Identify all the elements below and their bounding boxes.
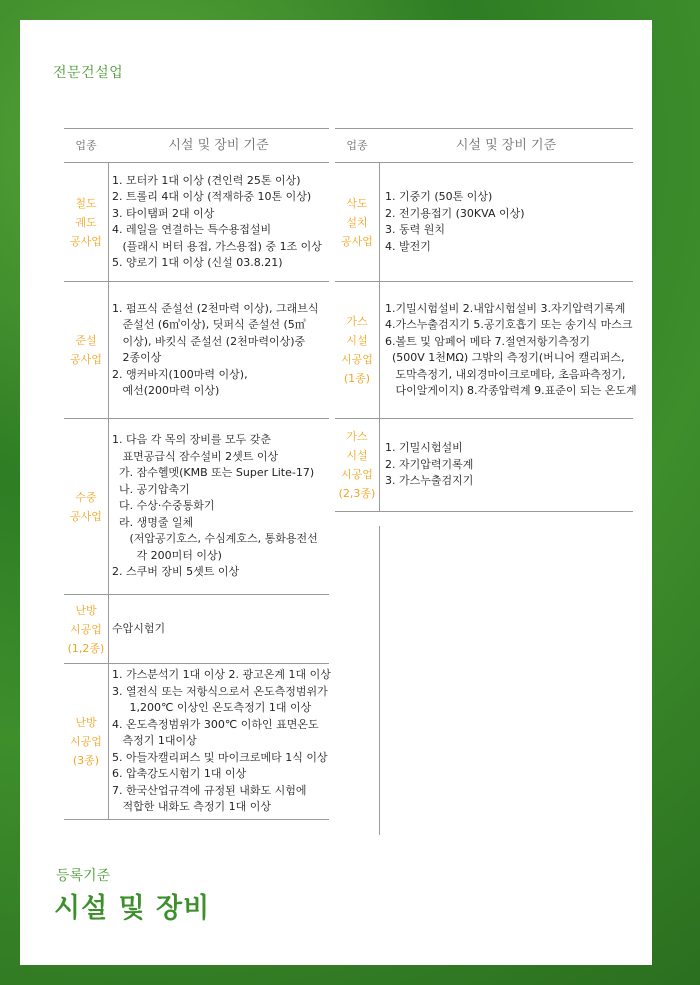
standard-line: 2. 트롤리 4대 이상 (적재하중 10톤 이상) bbox=[112, 190, 312, 203]
standard-line: 1. 기중기 (50톤 이상) bbox=[385, 190, 493, 203]
equipment-standard-cell bbox=[108, 282, 329, 418]
page-title: 시설 및 장비 bbox=[54, 893, 211, 924]
standard-line: 6.볼트 및 암페어 메타 7.절연저항기측정기 bbox=[385, 334, 590, 348]
standard-line: 1. 기밀시험설비 bbox=[385, 441, 463, 455]
equipment-standard-cell bbox=[379, 419, 633, 511]
standard-line: 5. 양로기 1대 이상 (신설 03.8.21) bbox=[112, 256, 283, 269]
standard-line: 3. 열전식 또는 저항식으로서 온도측정범위가 bbox=[112, 684, 328, 698]
standard-line: 라. 생명줄 일체 bbox=[112, 515, 194, 529]
standard-line: 적합한 내화도 측정기 1대 이상 bbox=[112, 800, 271, 814]
equipment-standard-cell bbox=[379, 282, 637, 418]
table-header-right bbox=[335, 128, 633, 163]
table-row bbox=[64, 595, 329, 664]
table-row bbox=[64, 163, 329, 282]
table-row bbox=[64, 664, 329, 820]
standard-line: 2. 앵커바지(100마력 이상), bbox=[112, 367, 248, 381]
standard-line: 6. 압축강도시험기 1대 이상 bbox=[112, 767, 247, 781]
industry-type-label: 준설 공사업 bbox=[70, 334, 102, 366]
section-label-bottom: 등록기준 bbox=[56, 868, 111, 884]
section-label-top: 전문건설업 bbox=[53, 65, 124, 81]
standard-line: (저압공기호스, 수심계호스, 통화용전선 bbox=[112, 532, 318, 546]
table-row bbox=[64, 419, 329, 595]
standard-line: 나. 공기압축기 bbox=[112, 482, 190, 496]
standard-line: 5. 아들자캘리퍼스 및 마이크로메타 1식 이상 bbox=[112, 750, 328, 764]
standard-line: 표면공급식 잠수설비 2셋트 이상 bbox=[112, 449, 279, 463]
standard-line: 다이알게이지) 8.각종압력계 9.표준이 되는 온도계 bbox=[385, 384, 637, 397]
table-header-left bbox=[64, 128, 329, 163]
industry-type-label: 가스 시설 시공업 (1종) bbox=[341, 315, 373, 385]
table-left-column bbox=[64, 128, 329, 820]
standard-line: 2. 스쿠버 장비 5셋트 이상 bbox=[112, 565, 240, 579]
header-standard: 시설 및 장비 기준 bbox=[455, 138, 557, 153]
standard-line: 3. 타이탬퍼 2대 이상 bbox=[112, 206, 215, 220]
standard-line: 1. 펌프식 준설선 (2천마력 이상), 그래브식 bbox=[112, 301, 319, 315]
standard-line: 이상), 바킷식 준설선 (2천마력이상)중 bbox=[112, 334, 306, 348]
table-row bbox=[64, 282, 329, 419]
standard-line: (500V 1천MΩ) 그밖의 측정기(버니어 캘리퍼스, bbox=[385, 351, 625, 364]
equipment-standard-cell bbox=[108, 419, 329, 594]
standard-line: (플래시 버터 용접, 가스용접) 중 1조 이상 bbox=[112, 239, 322, 253]
standard-line: 각 200미터 이상) bbox=[112, 548, 222, 562]
page bbox=[20, 20, 652, 965]
equipment-standard-cell bbox=[108, 664, 329, 819]
standard-line: 준설선 (6㎥이상), 딧퍼식 준설선 (5㎥ bbox=[112, 318, 306, 331]
standard-line: 다. 수상·수중통화기 bbox=[112, 499, 215, 513]
standard-line: 예선(200마력 이상) bbox=[112, 384, 220, 397]
standard-line: 1. 다음 각 목의 장비를 모두 갖춘 bbox=[112, 433, 271, 447]
standard-line: 1. 모터카 1대 이상 (견인력 25톤 이상) bbox=[112, 173, 301, 187]
industry-type-label: 난방 시공업 (3종) bbox=[70, 716, 102, 767]
standard-line: 4. 레일을 연결하는 특수용접설비 bbox=[112, 223, 272, 236]
industry-type-label: 철도 궤도 공사업 bbox=[70, 196, 102, 248]
industry-type-label: 난방 시공업 (1,2종) bbox=[67, 603, 105, 655]
industry-type-label: 가스 시설 시공업 (2,3종) bbox=[338, 430, 376, 500]
standard-line: 2종이상 bbox=[112, 351, 162, 364]
standard-line: 3. 가스누출검지기 bbox=[385, 474, 474, 488]
standard-line: 수압시험기 bbox=[112, 621, 166, 635]
column-divider-extension bbox=[379, 526, 380, 835]
header-type: 업종 bbox=[346, 139, 368, 152]
standard-line: 1.기밀시험설비 2.내압시험설비 3.자기압력기록계 bbox=[385, 301, 626, 315]
equipment-standard-cell bbox=[108, 595, 329, 663]
table-right-column bbox=[335, 128, 637, 512]
table-row bbox=[335, 282, 637, 419]
standard-line: 1. 가스분석기 1대 이상 2. 광고온계 1대 이상 bbox=[112, 668, 331, 682]
standard-line: 3. 동력 원치 bbox=[385, 223, 445, 236]
standard-line: 7. 한국산업규격에 규정된 내화도 시험에 bbox=[112, 783, 307, 797]
equipment-standard-cell bbox=[379, 163, 633, 281]
industry-type-label: 수중 공사업 bbox=[70, 490, 102, 523]
table-row bbox=[335, 163, 633, 282]
equipment-standard-cell bbox=[108, 163, 329, 281]
table-row bbox=[335, 419, 633, 512]
header-standard: 시설 및 장비 기준 bbox=[168, 138, 269, 153]
standard-line: 4.가스누출검지기 5.공기호흡기 또는 송기식 마스크 bbox=[385, 318, 633, 331]
standard-line: 측정기 1대이상 bbox=[112, 734, 197, 748]
header-type: 업종 bbox=[75, 139, 97, 152]
standard-line: 도막측정기, 내외경마이크로메타, 초음파측정기, bbox=[385, 367, 626, 381]
standard-line: 가. 잠수헬멧(KMB 또는 Super Lite-17) bbox=[112, 466, 315, 480]
standard-line: 2. 자기압력기록계 bbox=[385, 457, 474, 471]
standard-line: 1,200℃ 이상인 온도측정기 1대 이상 bbox=[112, 701, 312, 715]
industry-type-label: 삭도 설치 공사업 bbox=[341, 196, 373, 248]
standard-line: 2. 전기용접기 (30KVA 이상) bbox=[385, 206, 525, 220]
standard-line: 4. 온도측정범위가 300℃ 이하인 표면온도 bbox=[112, 717, 319, 731]
standard-line: 4. 발전기 bbox=[385, 239, 431, 253]
